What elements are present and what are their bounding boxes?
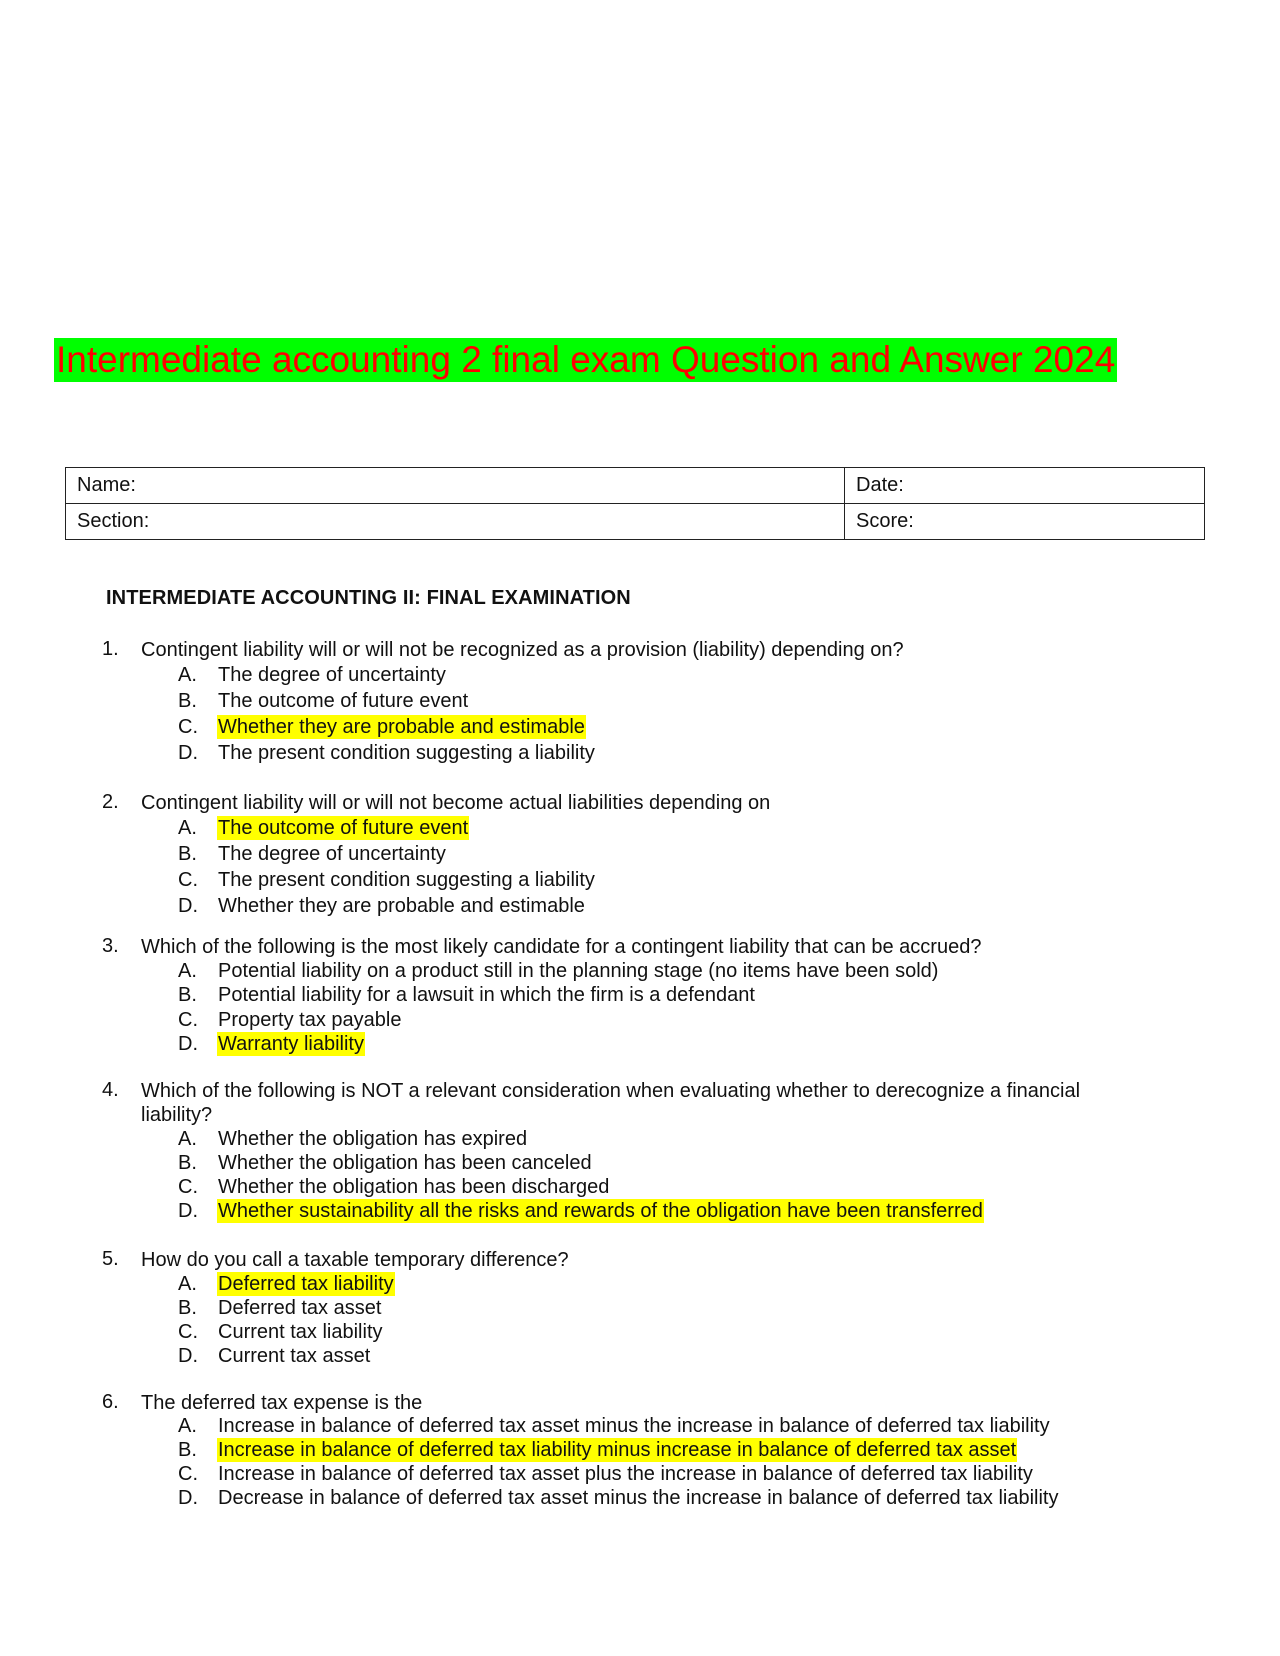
option-letter: B.	[178, 984, 197, 1006]
answer-option[interactable]	[0, 894, 1280, 918]
option-letter: C.	[178, 1463, 198, 1485]
option-text: The degree of uncertainty	[218, 664, 446, 686]
question-text: The deferred tax expense is the	[141, 1392, 423, 1414]
highlighted-answer-text: Deferred tax liability	[218, 1273, 394, 1295]
answer-option[interactable]	[0, 868, 1280, 892]
student-info-table	[65, 467, 1205, 540]
answer-option[interactable]	[0, 983, 1280, 1007]
answer-option[interactable]	[0, 689, 1280, 713]
option-text: Whether the obligation has been discharged	[218, 1176, 610, 1198]
option-letter: C.	[178, 1009, 198, 1031]
info-row-1	[66, 468, 1205, 504]
answer-option[interactable]	[0, 1032, 1280, 1056]
answer-option[interactable]	[0, 663, 1280, 687]
section-cell[interactable]: Section:	[66, 504, 845, 540]
option-letter: A.	[178, 960, 197, 982]
option-letter: A.	[178, 1415, 197, 1437]
option-text: The present condition suggesting a liability	[218, 869, 595, 891]
option-letter: C.	[178, 1176, 198, 1198]
option-letter: D.	[178, 742, 198, 764]
option-text: Whether they are probable and estimable	[218, 895, 585, 917]
option-letter: D.	[178, 1487, 198, 1509]
option-text: The degree of uncertainty	[218, 843, 446, 865]
answer-option[interactable]	[0, 816, 1280, 840]
answer-option[interactable]	[0, 1462, 1280, 1486]
option-letter: B.	[178, 1439, 197, 1461]
option-text: Increase in balance of deferred tax asset minus the increase in balance of deferred tax liability	[218, 1415, 1050, 1437]
option-letter: C.	[178, 869, 198, 891]
answer-option[interactable]	[0, 1438, 1280, 1462]
answer-option[interactable]	[0, 1414, 1280, 1438]
name-cell[interactable]: Name:	[66, 468, 845, 504]
option-letter: B.	[178, 1297, 197, 1319]
answer-option[interactable]	[0, 1008, 1280, 1032]
exam-heading: INTERMEDIATE ACCOUNTING II: FINAL EXAMINATION	[106, 587, 631, 609]
question-text: Contingent liability will or will not be recognized as a provision (liability) depending on?	[141, 639, 904, 661]
answer-option[interactable]	[0, 1199, 1280, 1223]
option-letter: D.	[178, 1033, 198, 1055]
answer-option[interactable]	[0, 1175, 1280, 1199]
option-text: Property tax payable	[218, 1009, 402, 1031]
question-number: 2.	[102, 791, 119, 813]
answer-option[interactable]	[0, 959, 1280, 983]
answer-option[interactable]	[0, 1127, 1280, 1151]
option-text: The outcome of future event	[218, 690, 469, 712]
option-letter: A.	[178, 664, 197, 686]
option-letter: B.	[178, 1152, 197, 1174]
answer-option[interactable]	[0, 842, 1280, 866]
option-text: Whether the obligation has been canceled	[218, 1152, 592, 1174]
question-text: Contingent liability will or will not become actual liabilities depending on	[141, 792, 771, 814]
option-text: The present condition suggesting a liability	[218, 742, 595, 764]
question-text: Which of the following is the most likely candidate for a contingent liability that can be accrued?	[141, 936, 982, 958]
option-text: Current tax asset	[218, 1345, 371, 1367]
highlighted-answer-text: Increase in balance of deferred tax liability minus increase in balance of deferred tax asset	[218, 1439, 1017, 1461]
option-text: Increase in balance of deferred tax asset plus the increase in balance of deferred tax liability	[218, 1463, 1033, 1485]
option-letter: D.	[178, 1200, 198, 1222]
option-text: Deferred tax asset	[218, 1297, 382, 1319]
question-text: How do you call a taxable temporary difference?	[141, 1249, 569, 1271]
info-row-2	[66, 504, 1205, 540]
date-cell[interactable]: Date:	[845, 468, 1205, 504]
option-text: Decrease in balance of deferred tax asset minus the increase in balance of deferred tax liability	[218, 1487, 1059, 1509]
answer-option[interactable]	[0, 1486, 1280, 1510]
page-title: Intermediate accounting 2 final exam Question and Answer 2024	[56, 339, 1116, 380]
question-number: 3.	[102, 935, 119, 957]
answer-option[interactable]	[0, 1272, 1280, 1296]
option-text: Current tax liability	[218, 1321, 383, 1343]
answer-option[interactable]	[0, 715, 1280, 739]
option-letter: D.	[178, 1345, 198, 1367]
highlighted-answer-text: Warranty liability	[218, 1033, 364, 1055]
highlighted-answer-text: Whether sustainability all the risks and rewards of the obligation have been transferred	[218, 1200, 983, 1222]
answer-option[interactable]	[0, 741, 1280, 765]
option-text: Whether the obligation has expired	[218, 1128, 528, 1150]
option-text: Potential liability on a product still in the planning stage (no items have been sold)	[218, 960, 939, 982]
option-letter: B.	[178, 843, 197, 865]
question-number: 1.	[102, 638, 119, 660]
option-letter: A.	[178, 1128, 197, 1150]
question-text: Which of the following is NOT a relevant consideration when evaluating whether to derecognize a financial liability?	[141, 1080, 1081, 1126]
question-number: 6.	[102, 1391, 119, 1413]
answer-option[interactable]	[0, 1151, 1280, 1175]
option-letter: A.	[178, 817, 197, 839]
option-text: Potential liability for a lawsuit in which the firm is a defendant	[218, 984, 755, 1006]
question-number: 5.	[102, 1248, 119, 1270]
option-letter: D.	[178, 895, 198, 917]
answer-option[interactable]	[0, 1320, 1280, 1344]
option-letter: C.	[178, 716, 198, 738]
answer-option[interactable]	[0, 1344, 1280, 1368]
highlighted-answer-text: Whether they are probable and estimable	[218, 716, 585, 738]
option-letter: C.	[178, 1321, 198, 1343]
score-cell[interactable]: Score:	[845, 504, 1205, 540]
question-number: 4.	[102, 1079, 119, 1101]
option-letter: A.	[178, 1273, 197, 1295]
answer-option[interactable]	[0, 1296, 1280, 1320]
highlighted-answer-text: The outcome of future event	[218, 817, 469, 839]
option-letter: B.	[178, 690, 197, 712]
